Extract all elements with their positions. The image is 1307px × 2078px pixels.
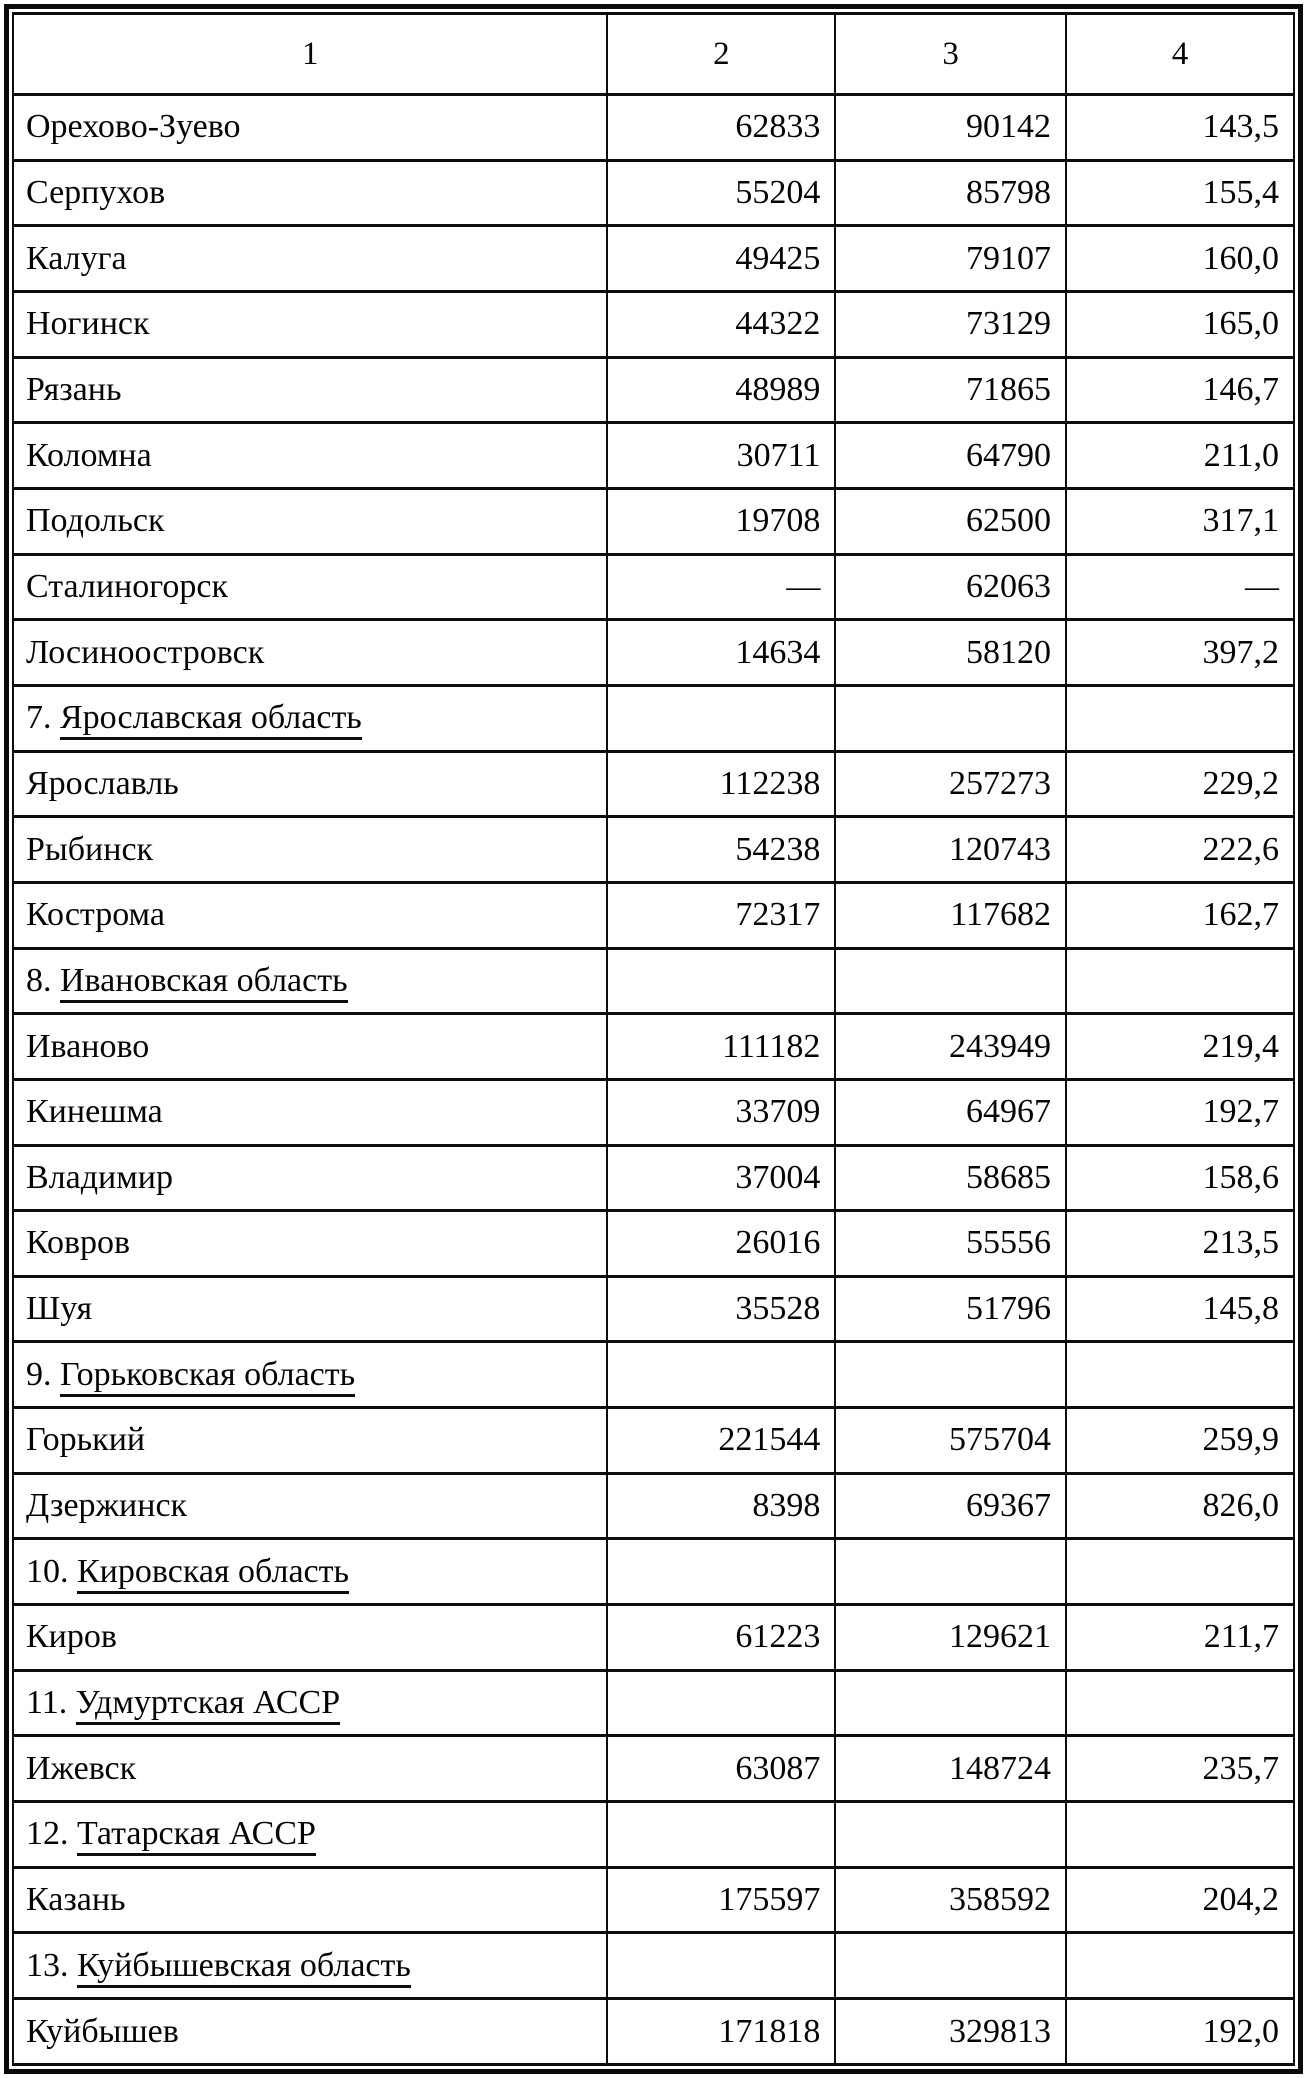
value-cell-col-3: 129621 [835,1605,1066,1671]
region-section-row [13,1539,1294,1605]
empty-cell [835,1802,1066,1868]
region-section-title [13,1933,607,1999]
value-cell-col-4: 211,7 [1066,1605,1294,1671]
value-cell-col-4: 162,7 [1066,882,1294,948]
column-header-3: 3 [835,14,1066,95]
value-cell-col-4: — [1066,554,1294,620]
value-cell-col-4: 213,5 [1066,1211,1294,1277]
value-cell-col-2: 112238 [607,751,835,817]
city-name-cell: Лосиноостровск [13,620,607,686]
value-cell-col-4: 211,0 [1066,423,1294,489]
region-section-number: 10. [26,1552,77,1590]
city-name-cell: Киров [13,1605,607,1671]
value-cell-col-4: 160,0 [1066,226,1294,292]
region-section-row [13,1933,1294,1999]
value-cell-col-3: 55556 [835,1211,1066,1277]
value-cell-col-2: 37004 [607,1145,835,1211]
region-section-title [13,1342,607,1408]
value-cell-col-3: 117682 [835,882,1066,948]
column-header-2: 2 [607,14,835,95]
region-section-row [13,1670,1294,1736]
value-cell-col-2: 33709 [607,1079,835,1145]
city-row [13,357,1294,423]
empty-cell [607,1539,835,1605]
value-cell-col-4: 158,6 [1066,1145,1294,1211]
value-cell-col-2: 63087 [607,1736,835,1802]
city-row [13,160,1294,226]
value-cell-col-4: 146,7 [1066,357,1294,423]
value-cell-col-2: 175597 [607,1867,835,1933]
city-name-cell: Шуя [13,1276,607,1342]
empty-cell [835,1342,1066,1408]
city-name-cell: Сталиногорск [13,554,607,620]
empty-cell [607,685,835,751]
value-cell-col-2: 8398 [607,1473,835,1539]
value-cell-col-2: 221544 [607,1408,835,1474]
city-name-cell: Рыбинск [13,817,607,883]
empty-cell [607,1933,835,1999]
city-row [13,423,1294,489]
value-cell-col-2: 111182 [607,1014,835,1080]
value-cell-col-4: 397,2 [1066,620,1294,686]
region-section-label: Ивановская область [60,962,348,1003]
empty-cell [607,1670,835,1736]
value-cell-col-3: 120743 [835,817,1066,883]
empty-cell [1066,685,1294,751]
city-name-cell: Кострома [13,882,607,948]
value-cell-col-2: 49425 [607,226,835,292]
empty-cell [607,1802,835,1868]
value-cell-col-3: 64967 [835,1079,1066,1145]
empty-cell [1066,1933,1294,1999]
city-row [13,1473,1294,1539]
value-cell-col-2: 61223 [607,1605,835,1671]
value-cell-col-3: 243949 [835,1014,1066,1080]
empty-cell [607,1342,835,1408]
value-cell-col-4: 317,1 [1066,488,1294,554]
city-row [13,226,1294,292]
value-cell-col-3: 73129 [835,291,1066,357]
value-cell-col-2: — [607,554,835,620]
city-population-table [12,12,1295,2066]
empty-cell [1066,1670,1294,1736]
region-section-label: Куйбышевская область [77,1947,411,1988]
city-name-cell: Куйбышев [13,1999,607,2065]
value-cell-col-3: 79107 [835,226,1066,292]
value-cell-col-3: 62063 [835,554,1066,620]
city-name-cell: Ковров [13,1211,607,1277]
city-row [13,1736,1294,1802]
city-row [13,620,1294,686]
empty-cell [607,948,835,1014]
region-section-number: 8. [26,961,60,999]
value-cell-col-4: 192,7 [1066,1079,1294,1145]
city-row [13,1145,1294,1211]
city-row [13,291,1294,357]
city-name-cell: Ярославль [13,751,607,817]
value-cell-col-2: 72317 [607,882,835,948]
region-section-label: Кировская область [77,1553,349,1594]
table-border-frame [4,4,1303,2074]
region-section-number: 13. [26,1946,77,1984]
empty-cell [835,1539,1066,1605]
region-section-label: Удмуртская АССР [76,1684,340,1725]
empty-cell [835,948,1066,1014]
value-cell-col-3: 51796 [835,1276,1066,1342]
city-row [13,488,1294,554]
region-section-label: Татарская АССР [77,1815,316,1856]
value-cell-col-2: 14634 [607,620,835,686]
region-section-title [13,1802,607,1868]
region-section-label: Горьковская область [60,1356,355,1397]
city-row [13,1408,1294,1474]
value-cell-col-3: 329813 [835,1999,1066,2065]
header-row [13,14,1294,95]
city-name-cell: Владимир [13,1145,607,1211]
city-row [13,882,1294,948]
region-section-row [13,685,1294,751]
city-name-cell: Калуга [13,226,607,292]
value-cell-col-4: 204,2 [1066,1867,1294,1933]
value-cell-col-3: 148724 [835,1736,1066,1802]
value-cell-col-3: 85798 [835,160,1066,226]
value-cell-col-2: 48989 [607,357,835,423]
value-cell-col-4: 222,6 [1066,817,1294,883]
region-section-title [13,685,607,751]
region-section-title [13,1539,607,1605]
empty-cell [835,1670,1066,1736]
value-cell-col-3: 257273 [835,751,1066,817]
value-cell-col-3: 69367 [835,1473,1066,1539]
city-name-cell: Серпухов [13,160,607,226]
city-row [13,1211,1294,1277]
column-header-4: 4 [1066,14,1294,95]
value-cell-col-4: 229,2 [1066,751,1294,817]
value-cell-col-3: 71865 [835,357,1066,423]
value-cell-col-2: 62833 [607,95,835,161]
region-section-label: Ярославская область [60,699,362,740]
city-name-cell: Орехово-Зуево [13,95,607,161]
city-row [13,751,1294,817]
region-section-number: 7. [26,699,60,737]
column-header-1: 1 [13,14,607,95]
value-cell-col-3: 58120 [835,620,1066,686]
value-cell-col-2: 44322 [607,291,835,357]
region-section-number: 11. [26,1684,76,1722]
city-row [13,95,1294,161]
region-section-row [13,948,1294,1014]
empty-cell [835,1933,1066,1999]
value-cell-col-2: 26016 [607,1211,835,1277]
region-section-number: 12. [26,1815,77,1853]
value-cell-col-3: 358592 [835,1867,1066,1933]
city-row [13,1867,1294,1933]
value-cell-col-4: 143,5 [1066,95,1294,161]
city-name-cell: Подольск [13,488,607,554]
city-name-cell: Казань [13,1867,607,1933]
value-cell-col-4: 192,0 [1066,1999,1294,2065]
empty-cell [1066,948,1294,1014]
city-name-cell: Горький [13,1408,607,1474]
city-row [13,1014,1294,1080]
value-cell-col-2: 54238 [607,817,835,883]
region-section-title [13,1670,607,1736]
region-section-row [13,1342,1294,1408]
value-cell-col-2: 30711 [607,423,835,489]
city-name-cell: Иваново [13,1014,607,1080]
value-cell-col-4: 259,9 [1066,1408,1294,1474]
value-cell-col-4: 235,7 [1066,1736,1294,1802]
region-section-number: 9. [26,1355,60,1393]
city-name-cell: Ижевск [13,1736,607,1802]
value-cell-col-4: 145,8 [1066,1276,1294,1342]
empty-cell [1066,1539,1294,1605]
empty-cell [835,685,1066,751]
city-row [13,1999,1294,2065]
value-cell-col-3: 58685 [835,1145,1066,1211]
city-row [13,1605,1294,1671]
value-cell-col-4: 155,4 [1066,160,1294,226]
value-cell-col-3: 575704 [835,1408,1066,1474]
region-section-row [13,1802,1294,1868]
value-cell-col-2: 171818 [607,1999,835,2065]
city-name-cell: Кинешма [13,1079,607,1145]
value-cell-col-4: 219,4 [1066,1014,1294,1080]
value-cell-col-4: 165,0 [1066,291,1294,357]
empty-cell [1066,1342,1294,1408]
city-name-cell: Рязань [13,357,607,423]
city-row [13,1276,1294,1342]
city-row [13,1079,1294,1145]
city-name-cell: Дзержинск [13,1473,607,1539]
value-cell-col-2: 55204 [607,160,835,226]
value-cell-col-3: 90142 [835,95,1066,161]
value-cell-col-2: 35528 [607,1276,835,1342]
value-cell-col-4: 826,0 [1066,1473,1294,1539]
city-row [13,817,1294,883]
value-cell-col-3: 62500 [835,488,1066,554]
region-section-title [13,948,607,1014]
city-row [13,554,1294,620]
empty-cell [1066,1802,1294,1868]
value-cell-col-2: 19708 [607,488,835,554]
city-name-cell: Ногинск [13,291,607,357]
value-cell-col-3: 64790 [835,423,1066,489]
city-name-cell: Коломна [13,423,607,489]
